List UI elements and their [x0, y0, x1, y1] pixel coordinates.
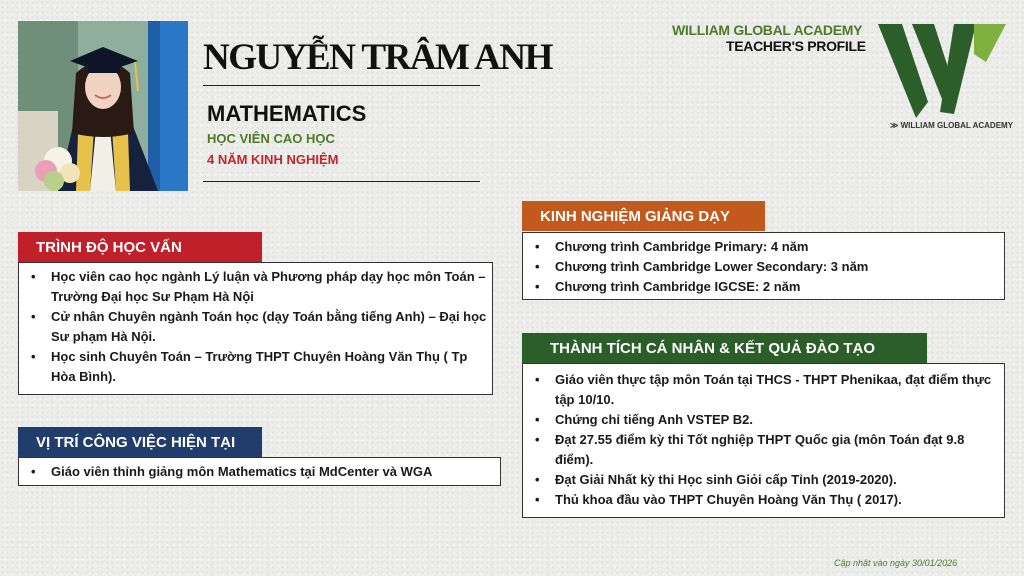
- list-item: • Chứng chỉ tiếng Anh VSTEP B2.: [523, 410, 994, 430]
- teaching-experience-list: [523, 237, 1004, 297]
- current-position-heading: VỊ TRÍ CÔNG VIỆC HIỆN TẠI: [18, 427, 262, 457]
- list-item: • Chương trình Cambridge Primary: 4 năm: [523, 237, 1004, 257]
- current-position-box: [18, 457, 501, 486]
- teaching-experience-heading: KINH NGHIỆM GIẢNG DẠY: [522, 201, 765, 231]
- profile-title: TEACHER'S PROFILE: [726, 38, 866, 54]
- degree-label: HỌC VIÊN CAO HỌC: [207, 131, 335, 146]
- list-item: • Chương trình Cambridge IGCSE: 2 năm: [523, 277, 1004, 297]
- graduate-portrait-icon: [18, 21, 188, 191]
- achievements-heading: THÀNH TÍCH CÁ NHÂN & KẾT QUẢ ĐÀO TẠO: [522, 333, 927, 363]
- teacher-photo: [18, 21, 188, 191]
- list-item: • Đạt 27.55 điểm kỳ thi Tốt nghiệp THPT Quốc gia (môn Toán đạt 9.8 điểm).: [523, 430, 994, 470]
- list-item: • Cử nhân Chuyên ngành Toán học (dạy Toán bằng tiếng Anh) – Đại học Sư phạm Hà Nội.: [19, 307, 492, 347]
- education-box: [18, 262, 493, 395]
- list-item: • Học sinh Chuyên Toán – Trường THPT Chuyên Hoàng Văn Thụ ( Tp Hòa Bình).: [19, 347, 492, 387]
- list-item: • Giáo viên thỉnh giảng môn Mathematics tại MdCenter và WGA: [19, 462, 500, 482]
- w-logo-icon: [878, 24, 1006, 118]
- list-item: • Thủ khoa đầu vào THPT Chuyên Hoàng Văn Thụ ( 2017).: [523, 490, 994, 510]
- logo-caption: ≫ WILLIAM GLOBAL ACADEMY: [890, 121, 1014, 130]
- list-item: • Đạt Giải Nhất kỳ thi Học sinh Giỏi cấp Tỉnh (2019-2020).: [523, 470, 994, 490]
- academy-name: WILLIAM GLOBAL ACADEMY: [672, 22, 863, 38]
- list-item: • Giáo viên thực tập môn Toán tại THCS - THPT Phenikaa, đạt điểm thực tập 10/10.: [523, 370, 994, 410]
- teaching-experience-box: [522, 232, 1005, 300]
- header-divider: [203, 181, 480, 182]
- list-item: • Học viên cao học ngành Lý luận và Phương pháp dạy học môn Toán – Trường Đại học Sư Phạm Hà Nội: [19, 267, 492, 307]
- current-position-list: [19, 462, 500, 482]
- academy-logo: [878, 24, 1006, 118]
- updated-date: Cập nhật vào ngày 30/01/2026: [834, 558, 958, 568]
- subject-title: MATHEMATICS: [207, 101, 367, 126]
- experience-years-label: 4 NĂM KINH NGHIỆM: [207, 152, 339, 167]
- education-list: [19, 267, 492, 387]
- chevron-icon: ≫: [890, 121, 901, 130]
- achievements-box: [522, 363, 1005, 518]
- achievements-list: [523, 370, 994, 510]
- name-divider: [203, 85, 480, 86]
- teacher-name: NGUYỄN TRÂM ANH: [203, 37, 552, 78]
- education-heading: TRÌNH ĐỘ HỌC VẤN: [18, 232, 262, 262]
- list-item: • Chương trình Cambridge Lower Secondary: 3 năm: [523, 257, 1004, 277]
